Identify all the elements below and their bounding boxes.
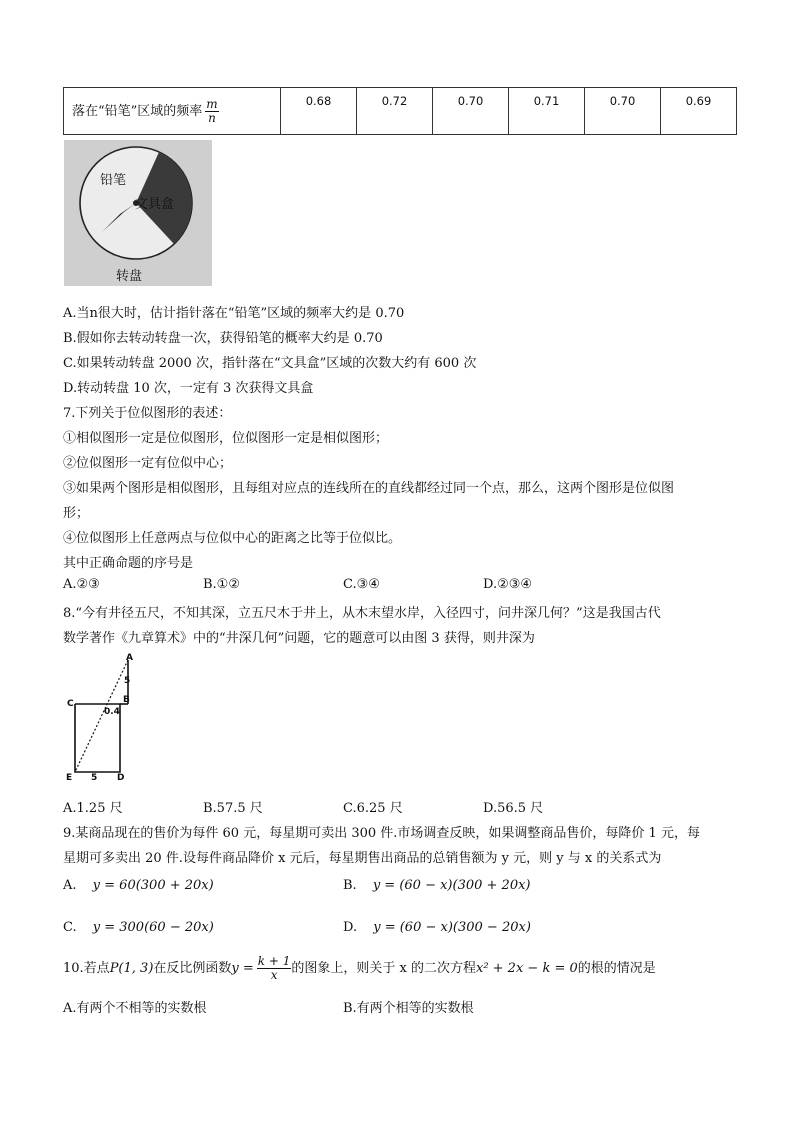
table-cell: 0.68 bbox=[281, 88, 357, 135]
table-cell: 0.69 bbox=[661, 88, 737, 135]
table-cell: 0.72 bbox=[357, 88, 433, 135]
q9-option-c: C. y = 300(60 − 20x) bbox=[63, 920, 214, 935]
q9-option-a-expr: y = 60(300 + 20x) bbox=[92, 878, 214, 893]
spinner-caption: 转盘 bbox=[116, 269, 143, 284]
q10-option-b: B.有两个相等的实数根 bbox=[343, 1001, 474, 1016]
table-row bbox=[64, 88, 737, 135]
table-cell: 0.70 bbox=[585, 88, 661, 135]
label-cb: 0.4 bbox=[104, 707, 120, 717]
q8-option-a: A.1.25 尺 bbox=[63, 801, 123, 816]
table-cell: 0.71 bbox=[509, 88, 585, 135]
q10-point: P(1, 3) bbox=[109, 961, 154, 976]
q7-ask: 其中正确命题的序号是 bbox=[63, 556, 194, 571]
row-label: 落在“铅笔”区域的频率 bbox=[72, 103, 203, 119]
label-stationery-box: 文具盒 bbox=[135, 197, 175, 212]
frequency-fraction: $\frac{m}{n}$ bbox=[206, 96, 218, 125]
q10-equation: x² + 2x − k = 0 bbox=[475, 961, 578, 976]
q9-option-c-expr: y = 300(60 − 20x) bbox=[92, 920, 214, 935]
q8-line-2: 数学著作《九章算术》中的“井深几何”问题，它的题意可以由图 3 获得，则井深为 bbox=[63, 631, 535, 646]
q7-statement-3-cont: 形； bbox=[63, 506, 90, 521]
row-label-cell bbox=[64, 88, 281, 135]
q7-option-a: A.②③ bbox=[63, 577, 100, 592]
q9-option-d: D. y = (60 − x)(300 − 20x) bbox=[343, 920, 531, 935]
q6-option-a: A.当n很大时，估计指针落在“铅笔”区域的频率大约是 0.70 bbox=[63, 306, 405, 321]
table-cell: 0.70 bbox=[433, 88, 509, 135]
label-c: C bbox=[67, 699, 74, 709]
label-a: A bbox=[126, 653, 133, 663]
q7-option-d: D.②③④ bbox=[483, 577, 533, 592]
label-e: E bbox=[66, 773, 73, 782]
q10-stem: 10.若点P(1, 3)在反比例函数y = $\frac{k + 1}{x}$ 的图象上，则关于 x 的二次方程x² + 2x − k = 0的根的情况是 bbox=[63, 954, 656, 982]
q10-func-fraction: $\frac{k + 1}{x}$ bbox=[257, 954, 291, 982]
q7-stem: 7.下列关于位似图形的表述： bbox=[63, 406, 232, 421]
q10-option-a: A.有两个不相等的实数根 bbox=[63, 1001, 207, 1016]
q8-option-d: D.56.5 尺 bbox=[483, 801, 544, 816]
q9-option-b: B. y = (60 − x)(300 + 20x) bbox=[343, 878, 531, 893]
well-figure bbox=[60, 652, 150, 782]
q7-statement-2: ②位似图形一定有位似中心； bbox=[63, 456, 233, 471]
q9-line-1: 9.某商品现在的售价为每件 60 元，每星期可卖出 300 件.市场调查反映，如果调整商品售价，每降价 1 元，每 bbox=[63, 826, 700, 841]
label-d: D bbox=[117, 773, 125, 782]
q8-option-c: C.6.25 尺 bbox=[343, 801, 403, 816]
spinner-image bbox=[64, 140, 212, 286]
q9-option-a: A. y = 60(300 + 20x) bbox=[63, 878, 214, 893]
label-ab: 5 bbox=[124, 676, 131, 686]
q7-option-c: C.③④ bbox=[343, 577, 380, 592]
q6-option-b: B.假如你去转动转盘一次，获得铅笔的概率大约是 0.70 bbox=[63, 331, 383, 346]
q9-option-d-expr: y = (60 − x)(300 − 20x) bbox=[373, 920, 531, 935]
frequency-table bbox=[63, 87, 737, 135]
q10-func-lhs: y = bbox=[231, 961, 254, 976]
q8-line-1: 8.“今有井径五尺，不知其深，立五尺木于井上，从木末望水岸，入径四寸，问井深几何？”这是我国古代 bbox=[63, 606, 661, 621]
q8-option-b: B.57.5 尺 bbox=[203, 801, 263, 816]
q9-line-2: 星期可多卖出 20 件.设每件商品降价 x 元后，每星期售出商品的总销售额为 y 元，则 y 与 x 的关系式为 bbox=[63, 851, 662, 866]
well-diagram bbox=[60, 652, 150, 782]
spinner-figure bbox=[64, 140, 212, 286]
q6-option-c: C.如果转动转盘 2000 次，指针落在“文具盒”区域的次数大约有 600 次 bbox=[63, 356, 477, 371]
q7-statement-1: ①相似图形一定是位似图形，位似图形一定是相似图形； bbox=[63, 431, 389, 446]
q7-statement-4: ④位似图形上任意两点与位似中心的距离之比等于位似比。 bbox=[63, 531, 402, 546]
label-ed: 5 bbox=[91, 773, 98, 782]
label-pencil: 铅笔 bbox=[100, 173, 127, 188]
label-b: B bbox=[123, 695, 130, 705]
q7-option-b: B.①② bbox=[203, 577, 240, 592]
q6-option-d: D.转动转盘 10 次，一定有 3 次获得文具盒 bbox=[63, 381, 314, 396]
q7-statement-3: ③如果两个图形是相似图形，且每组对应点的连线所在的直线都经过同一个点，那么，这两个图形是位似图 bbox=[63, 481, 675, 496]
q9-option-b-expr: y = (60 − x)(300 + 20x) bbox=[372, 878, 531, 893]
